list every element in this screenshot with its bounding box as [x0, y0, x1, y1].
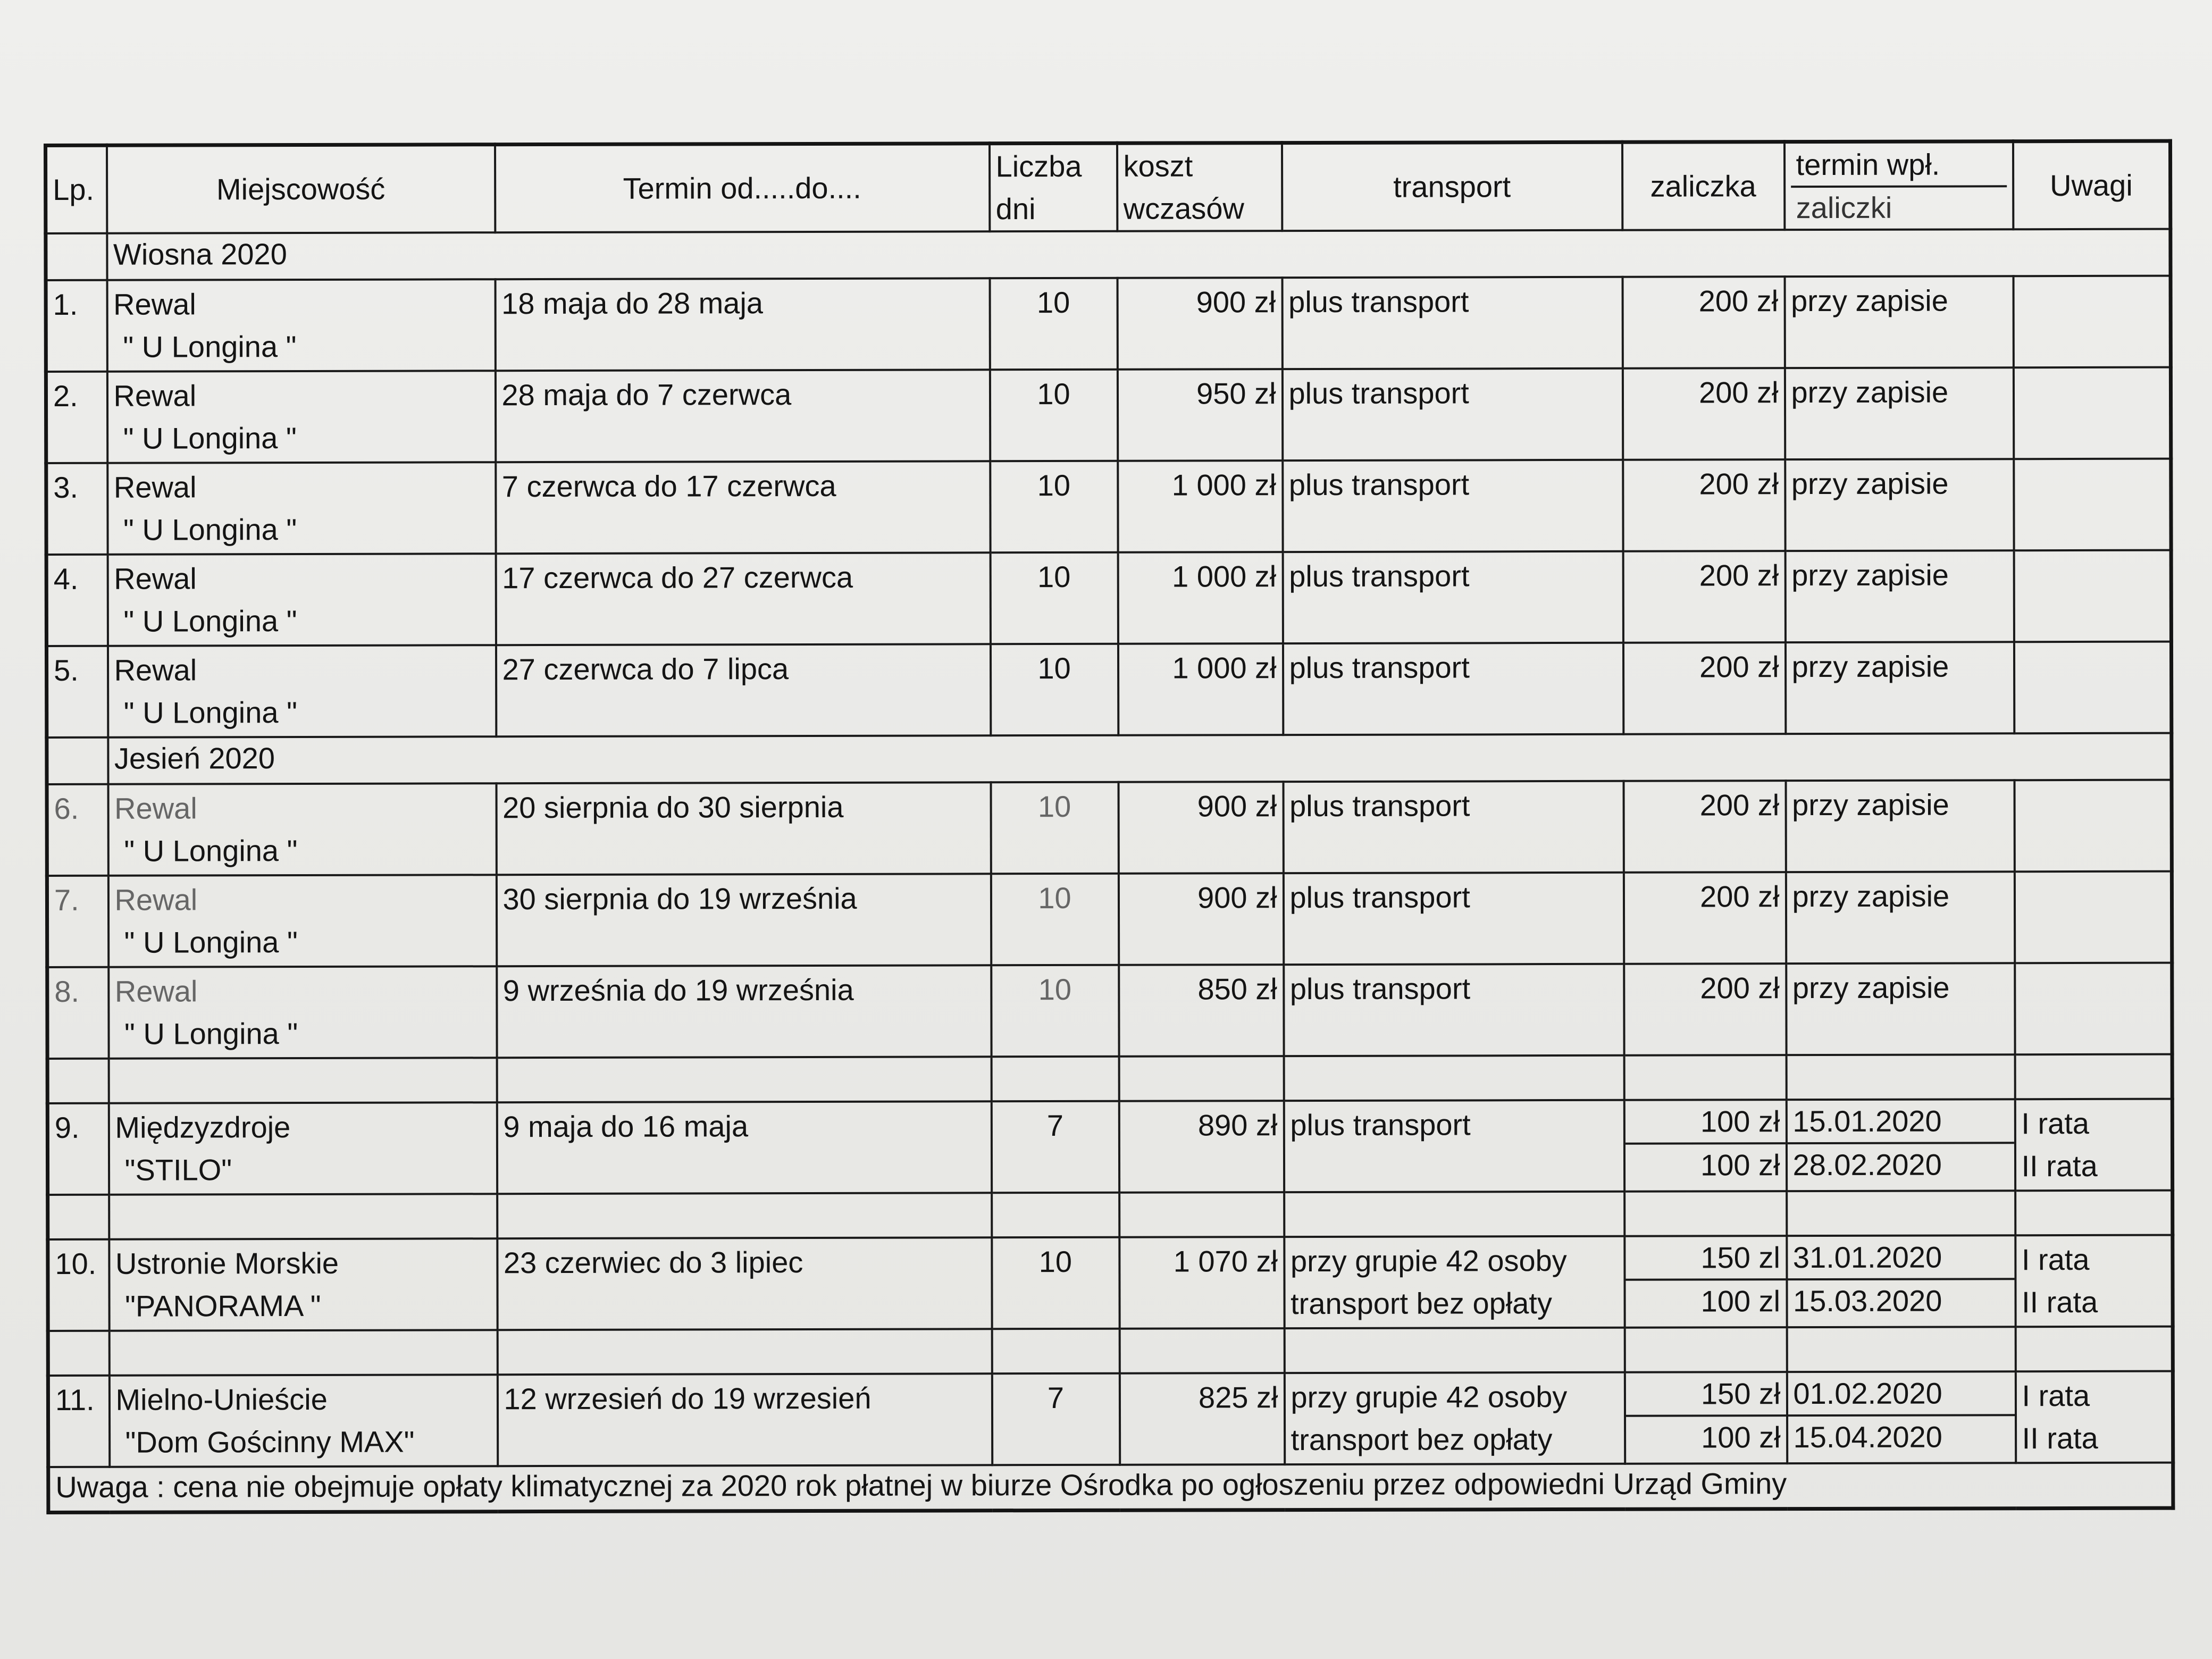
row-days: 10	[990, 461, 1118, 553]
row-deposit: 200 zł	[1622, 276, 1784, 368]
row-note-line1: I rata	[2022, 1378, 2090, 1413]
header-koszt-line1: koszt	[1123, 149, 1193, 183]
section-autumn-title: Jesień 2020	[108, 733, 2172, 784]
row-lp: 9.	[47, 1103, 108, 1195]
row-note-line1: I rata	[2021, 1242, 2090, 1277]
spacer-cell	[1787, 1191, 2015, 1236]
row-transport: plus transport	[1282, 277, 1622, 369]
spring-rows	[46, 276, 2172, 738]
row-cost: 850 zł	[1119, 965, 1284, 1057]
row-deposit-due	[1787, 1235, 2015, 1327]
row-term: 28 maja do 7 czerwca	[495, 370, 990, 462]
row-deposit	[1624, 1100, 1786, 1192]
header-miejscowosc: Miejscowość	[107, 145, 495, 233]
row-lp: 4.	[46, 555, 107, 646]
row-deposit-2: 100 zl	[1700, 1284, 1781, 1318]
row-cost: 950 zł	[1117, 369, 1282, 461]
section-spring-lp	[46, 233, 107, 280]
row-deposit: 200 zł	[1623, 642, 1785, 734]
spacer-cell	[109, 1194, 497, 1239]
row-transport-line2: transport bez opłaty	[1291, 1286, 1552, 1321]
row-deposit: 200 zł	[1623, 459, 1785, 551]
row-transport: plus transport	[1283, 873, 1623, 965]
row-deposit-due-1: 15.01.2020	[1787, 1100, 2014, 1144]
row-transport	[1284, 1100, 1624, 1192]
row-venue	[108, 783, 496, 876]
spacer-cell	[1624, 1191, 1787, 1236]
row-venue-name: Rewal	[114, 562, 197, 596]
row-deposit-due: przy zapisie	[1785, 459, 2014, 551]
header-termin-wpl	[1784, 141, 2013, 230]
other-rows	[47, 1054, 2173, 1467]
row-deposit-due-2: 28.02.2020	[1792, 1147, 1942, 1182]
spacer-cell	[2015, 1327, 2173, 1372]
row-days: 10	[991, 965, 1119, 1057]
row-transport	[1284, 1372, 1624, 1464]
table-row	[46, 642, 2171, 738]
row-deposit: 200 zł	[1624, 963, 1786, 1055]
spacer-cell	[497, 1329, 992, 1375]
table-row	[47, 1099, 2172, 1195]
row-deposit	[1624, 1236, 1787, 1328]
row-lp: 6.	[47, 784, 108, 876]
table-row	[48, 1235, 2173, 1331]
table-row	[46, 550, 2171, 646]
row-deposit: 200 zł	[1622, 368, 1784, 460]
row-venue	[108, 966, 497, 1059]
header-termin: Termin od.....do....	[495, 144, 990, 232]
spacer-cell	[48, 1331, 109, 1376]
row-venue-name: Rewal	[114, 974, 198, 1008]
row-lp: 11.	[48, 1376, 109, 1467]
row-deposit-due-1: 31.01.2020	[1788, 1236, 2014, 1280]
row-venue-house: "STILO"	[124, 1153, 232, 1187]
header-row	[46, 141, 2171, 233]
row-deposit-due	[1787, 1371, 2015, 1463]
row-venue-name: Międzyzdroje	[115, 1110, 291, 1144]
spacer-cell	[2015, 1054, 2172, 1100]
row-deposit-due: przy zapisie	[1784, 367, 2013, 459]
spacer-cell	[1284, 1192, 1624, 1237]
row-note-line2: II rata	[2022, 1285, 2098, 1319]
spacer-row	[48, 1191, 2173, 1239]
row-term: 18 maja do 28 maja	[495, 278, 990, 371]
row-days: 7	[992, 1373, 1119, 1465]
spacer-cell	[1119, 1328, 1284, 1373]
row-venue-name: Mielno-Unieście	[115, 1382, 328, 1417]
row-deposit-due: przy zapisie	[1785, 550, 2014, 642]
header-zaliczka: zaliczka	[1622, 142, 1784, 230]
spacer-cell	[992, 1193, 1119, 1238]
row-venue	[107, 462, 496, 555]
row-transport: plus transport	[1283, 551, 1623, 643]
row-days: 10	[992, 1237, 1119, 1329]
row-days: 10	[991, 782, 1118, 874]
header-lp: Lp.	[46, 145, 107, 233]
row-venue-house: " U Longina "	[123, 330, 297, 364]
row-venue	[109, 1375, 497, 1467]
row-transport	[1284, 1236, 1624, 1328]
table-row	[47, 963, 2172, 1059]
table-row	[48, 1371, 2173, 1467]
row-notes	[2014, 780, 2172, 872]
row-lp: 10.	[48, 1239, 109, 1331]
spacer-row	[48, 1327, 2173, 1376]
row-venue-house: " U Longina "	[123, 513, 297, 547]
row-transport: plus transport	[1282, 368, 1622, 460]
row-venue-house: " U Longina "	[124, 834, 298, 868]
header-transport: transport	[1282, 142, 1622, 231]
header-koszt	[1117, 143, 1282, 231]
spacer-row	[47, 1054, 2172, 1103]
spacer-cell	[1119, 1056, 1284, 1101]
row-lp: 8.	[47, 967, 108, 1059]
row-lp: 3.	[46, 463, 107, 555]
row-notes	[2015, 1099, 2172, 1191]
row-venue-name: Rewal	[113, 379, 197, 413]
price-note: Uwaga : cena nie obejmuje opłaty klimatycznej za 2020 rok płatnej w biurze Ośrodka po ogłoszeniu przez odpowiedni Urząd Gminy	[48, 1463, 2173, 1513]
section-row-spring	[46, 229, 2171, 280]
spacer-cell	[1624, 1055, 1786, 1100]
row-deposit-due: przy zapisie	[1786, 963, 2015, 1055]
row-deposit-1: 150 zł	[1626, 1373, 1786, 1417]
row-term: 7 czerwca do 17 czerwca	[496, 461, 990, 554]
spacer-cell	[1119, 1192, 1284, 1237]
row-venue-name: Rewal	[114, 791, 197, 825]
row-transport-line2: transport bez opłaty	[1291, 1422, 1553, 1457]
row-venue-house: " U Longina "	[124, 1017, 298, 1051]
row-venue-house: "PANORAMA "	[125, 1288, 321, 1323]
row-venue	[108, 875, 496, 967]
row-transport-line1: przy grupie 42 osoby	[1291, 1380, 1568, 1414]
spacer-cell	[1786, 1054, 2015, 1100]
spacer-cell	[109, 1330, 497, 1376]
table-row	[46, 459, 2171, 555]
row-venue	[107, 645, 496, 738]
row-transport: plus transport	[1283, 781, 1623, 873]
section-autumn-lp	[47, 738, 108, 784]
row-cost: 1 000 zł	[1118, 460, 1283, 552]
row-lp: 7.	[47, 876, 108, 967]
row-days: 10	[991, 874, 1118, 966]
header-termin-wpl-line1: termin wpł.	[1791, 144, 2007, 188]
spacer-cell	[1284, 1328, 1624, 1373]
row-venue-house: " U Longina "	[123, 696, 297, 730]
row-term: 27 czerwca do 7 lipca	[496, 644, 990, 736]
row-deposit: 200 zł	[1623, 551, 1785, 643]
spacer-cell	[1787, 1327, 2015, 1372]
header-liczba-dni-line2: dni	[995, 192, 1036, 226]
row-cost: 900 zł	[1118, 782, 1283, 874]
row-cost: 825 zł	[1119, 1373, 1284, 1465]
row-term: 17 czerwca do 27 czerwca	[496, 552, 990, 645]
row-notes	[2014, 459, 2171, 551]
spacer-cell	[48, 1195, 109, 1239]
row-notes	[2014, 872, 2172, 963]
row-days: 10	[990, 552, 1118, 644]
table-row	[46, 276, 2171, 372]
row-deposit-2: 100 zł	[1701, 1420, 1781, 1454]
row-cost: 1 070 zł	[1119, 1237, 1284, 1329]
row-deposit-due: przy zapisie	[1786, 872, 2014, 963]
row-deposit-2: 100 zł	[1700, 1148, 1780, 1182]
row-deposit: 200 zł	[1623, 872, 1786, 964]
header-termin-wpl-line2: zaliczki	[1796, 190, 1892, 225]
row-transport: plus transport	[1283, 643, 1623, 735]
row-deposit-due-2: 15.04.2020	[1793, 1420, 1942, 1454]
row-notes	[2015, 1371, 2173, 1463]
row-deposit-1: 150 zl	[1626, 1237, 1786, 1281]
row-days: 10	[990, 644, 1118, 736]
row-deposit-1: 100 zł	[1625, 1101, 1785, 1145]
note-row	[48, 1463, 2173, 1513]
spacer-cell	[497, 1057, 991, 1102]
row-transport-line1: przy grupie 42 osoby	[1290, 1244, 1567, 1278]
row-lp: 1.	[46, 280, 107, 372]
row-cost: 890 zł	[1119, 1101, 1284, 1193]
row-venue-house: " U Longina "	[123, 421, 297, 455]
row-transport: plus transport	[1283, 460, 1623, 552]
row-note-line1: I rata	[2021, 1106, 2090, 1141]
autumn-rows	[47, 780, 2172, 1059]
row-term: 9 września do 19 września	[497, 965, 991, 1058]
row-cost: 1 000 zł	[1118, 552, 1283, 644]
header-liczba-dni-line1: Liczba	[995, 149, 1082, 183]
table-row	[47, 872, 2172, 967]
row-venue	[109, 1238, 497, 1331]
row-cost: 1 000 zł	[1118, 643, 1283, 735]
row-venue-name: Ustronie Morskie	[115, 1246, 339, 1280]
spacer-cell	[1284, 1055, 1624, 1101]
row-transport: plus transport	[1284, 964, 1624, 1056]
row-notes	[2015, 1235, 2173, 1327]
row-note-line2: II rata	[2021, 1149, 2098, 1183]
header-koszt-line2: wczasów	[1123, 191, 1244, 225]
row-notes	[2015, 963, 2172, 1055]
row-term: 20 sierpnia do 30 sierpnia	[496, 782, 991, 875]
spacer-cell	[1624, 1327, 1787, 1372]
row-cost: 900 zł	[1118, 873, 1283, 965]
row-deposit-due-2: 15.03.2020	[1793, 1284, 1942, 1318]
row-venue-name: Rewal	[114, 653, 197, 687]
section-row-autumn	[47, 733, 2172, 784]
spacer-cell	[47, 1059, 108, 1103]
row-venue-name: Rewal	[114, 883, 198, 917]
row-deposit-due: przy zapisie	[1786, 780, 2014, 872]
row-venue-house: " U Longina "	[124, 925, 298, 959]
row-notes	[2014, 642, 2171, 734]
row-term: 12 wrzesień do 19 wrzesień	[497, 1373, 992, 1466]
spacer-cell	[991, 1057, 1119, 1102]
row-deposit: 200 zł	[1623, 781, 1786, 873]
row-venue-name: Rewal	[113, 287, 196, 321]
row-cost: 900 zł	[1117, 278, 1282, 370]
row-deposit-due	[1786, 1099, 2015, 1191]
section-spring-title: Wiosna 2020	[107, 229, 2171, 280]
spacer-cell	[108, 1058, 497, 1103]
spacer-cell	[2015, 1191, 2173, 1236]
row-venue-house: " U Longina "	[123, 604, 297, 638]
row-lp: 2.	[46, 372, 107, 463]
header-uwagi: Uwagi	[2013, 141, 2170, 229]
row-days: 10	[990, 278, 1117, 370]
row-notes	[2013, 276, 2171, 368]
row-notes	[2013, 367, 2171, 459]
row-venue	[108, 1102, 497, 1195]
row-deposit-due: przy zapisie	[1785, 642, 2014, 734]
row-venue	[107, 371, 495, 463]
table-row	[46, 367, 2171, 463]
row-lp: 5.	[46, 646, 107, 738]
row-term: 9 maja do 16 maja	[497, 1101, 991, 1194]
spacer-cell	[992, 1329, 1119, 1374]
row-term: 30 sierpnia do 19 września	[496, 874, 991, 966]
header-liczba-dni	[990, 143, 1117, 231]
row-deposit	[1624, 1372, 1787, 1464]
row-venue	[107, 279, 495, 372]
spacer-cell	[497, 1193, 992, 1238]
row-venue-house: "Dom Gościnny MAX"	[125, 1425, 415, 1459]
row-term: 23 czerwiec do 3 lipiec	[497, 1237, 992, 1330]
row-days: 7	[991, 1101, 1119, 1193]
row-venue-name: Rewal	[113, 470, 197, 504]
row-note-line2: II rata	[2022, 1421, 2098, 1455]
row-notes	[2014, 550, 2171, 642]
row-deposit-due-1: 01.02.2020	[1788, 1372, 2014, 1417]
row-deposit-due: przy zapisie	[1784, 276, 2013, 368]
row-venue	[107, 554, 496, 646]
table-row	[47, 780, 2172, 876]
vacation-price-table	[44, 139, 2175, 1514]
row-transport-line1: plus transport	[1290, 1108, 1471, 1142]
row-days: 10	[990, 370, 1117, 462]
